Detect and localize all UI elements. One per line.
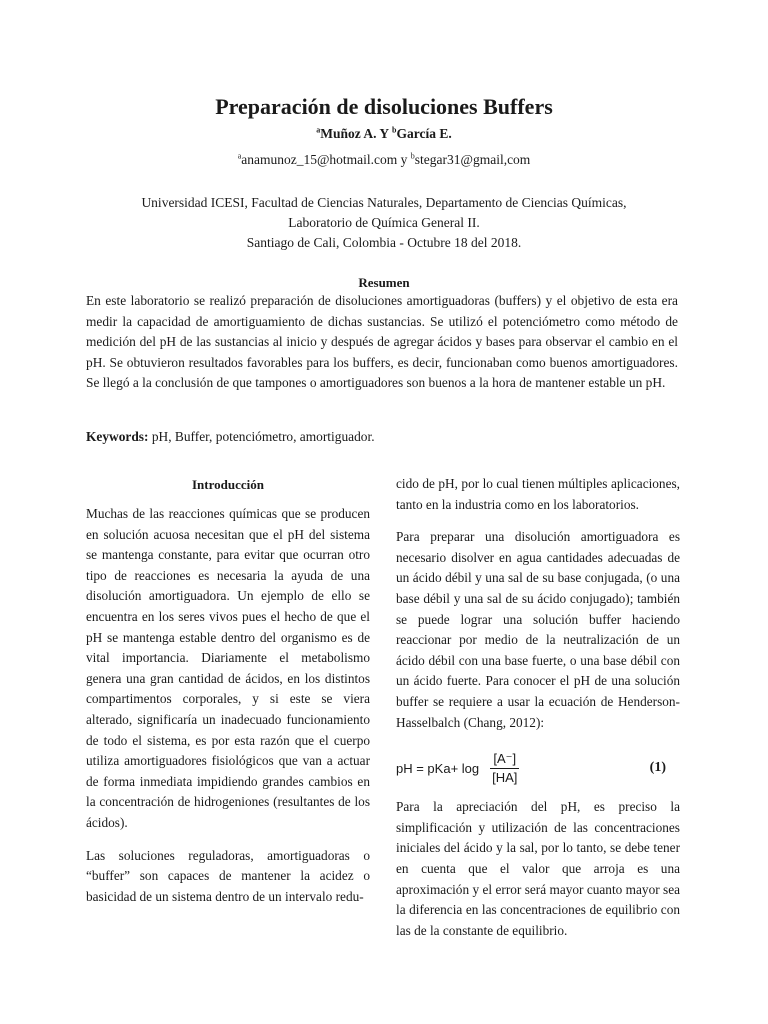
equation-number: (1) — [649, 760, 666, 776]
henderson-hasselbalch-equation — [396, 745, 680, 791]
abstract-text: En este laboratorio se realizó preparación de disoluciones amortiguadoras (buffers) y el objetivo de esta era medir la capacidad de amortiguamiento de dichas sustancias. Se utilizó el potenciómetro como método de medición del pH de las sustancias al inicio y después de agregar ácidos y bases para observar el cambio en el pH. Se obtuvieron resultados favorables para los buffers, es decir, funcionaban como buenos amortiguadores. Se llegó a la conclusión de que tampones o amortiguadores son buenos a la hora de mantener estable un pH. — [86, 293, 678, 391]
equation-fraction — [489, 751, 520, 786]
email-a: anamunoz_15@hotmail.com y — [241, 152, 411, 167]
author-line — [0, 126, 768, 142]
affiliation-line: Laboratorio de Química General II. — [288, 215, 480, 230]
paper-title: Preparación de disoluciones Buffers — [215, 94, 553, 119]
affiliation-line: Santiago de Cali, Colombia - Octubre 18 del 2018. — [246, 235, 522, 250]
left-column — [86, 476, 370, 919]
email-b: stegar31@gmail,com — [414, 152, 531, 167]
equation-denominator: [HA] — [492, 769, 518, 785]
equation-numerator: [A⁻] — [490, 751, 519, 769]
email-b-superscript: b — [410, 151, 415, 161]
equation-lhs: pH = pKa+ log — [396, 760, 480, 776]
body-paragraph: Muchas de las reacciones químicas que se producen en solución acuosa necesitan que el pH del sistema se mantenga constante, para evitar que ocurran otro tipo de reacciones es necesaria la ayuda de una disolución amortiguadora. Un ejemplo de ello se encuentra en los seres vivos pues el hecho de que el pH se mantenga estable dentro del organismo es de vital importancia. Diariamente el metabolismo genera una gran cantidad de ácidos, en los distintos compartimentos corporales, y si este se viera alterado, significaría un inadecuado funcionamiento de todo el sistema, es por esta razón que el cuerpo utiliza amortiguadores fisiológicos que van a actuar de forma inmediata impidiendo grandes cambios en la concentración de hidrogeniones (resultantes de los ácidos). — [86, 506, 370, 830]
body-paragraph: Para preparar una disolución amortiguadora es necesario disolver en agua cantidades adecuadas de un ácido débil y una sal de su base conjugada, (o una base débil y una sal de su ácido conjugado); también se puede lograr una solución buffer haciendo reaccionar por medio de la neutralización de un ácido débil con una base fuerte, o una base débil con un ácido fuerte. Para conocer el pH de una solución buffer se requiere a usar la ecuación de Henderson-Hasselbalch (Chang, 2012): — [396, 529, 680, 730]
keywords-line — [86, 427, 678, 447]
affiliation-line: Universidad ICESI, Facultad de Ciencias Naturales, Departamento de Ciencias Químicas, — [141, 195, 627, 210]
author-a-superscript: a — [316, 125, 321, 135]
abstract-heading: Resumen — [358, 275, 410, 290]
email-line — [0, 152, 768, 168]
email-a-superscript: a — [237, 151, 242, 161]
author-a-name: Muñoz A. Y — [320, 126, 393, 141]
section-heading-introduccion: Introducción — [192, 477, 264, 492]
author-b-name: García E. — [396, 126, 452, 141]
body-paragraph: Las soluciones reguladoras, amortiguadoras o “buffer” son capaces de mantener la acidez o basicidad de un sistema dentro de un intervalo redu- — [86, 847, 370, 904]
keywords-label: Keywords: — [86, 429, 149, 444]
body-paragraph: cido de pH, por lo cual tienen múltiples aplicaciones, tanto en la industria como en los laboratorios. — [396, 476, 680, 512]
body-paragraph: Para la apreciación del pH, es preciso la simplificación y utilización de las concentraciones iniciales del ácido y la sal, por lo tanto, se debe tener en cuenta que el valor que arroja es una aproximación y el error será mayor cuanto mayor sea la diferencia en las concentraciones de equilibrio con las de la constante de equilibrio. — [396, 799, 680, 938]
right-column — [396, 474, 680, 953]
keywords-list: pH, Buffer, potenciómetro, amortiguador. — [148, 429, 375, 444]
author-b-superscript: b — [392, 125, 397, 135]
affiliation-block — [0, 193, 768, 253]
